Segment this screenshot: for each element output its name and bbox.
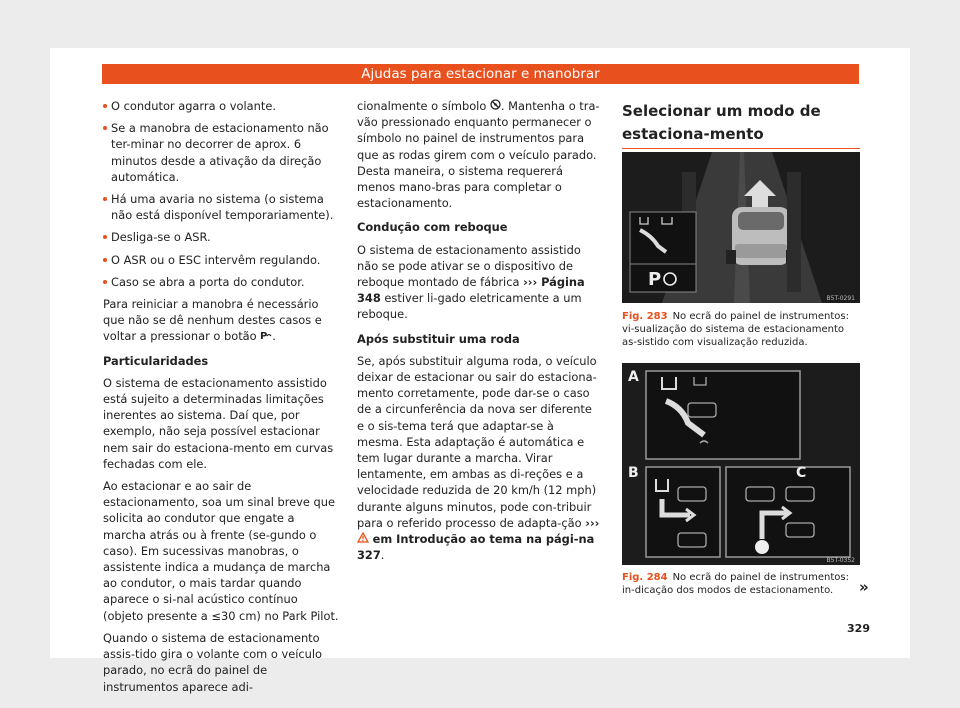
paragraph: Quando o sistema de estacionamento assis-tido gira o volante com o veículo parado, no ecrã do painel de instrumentos aparece adi- bbox=[103, 630, 323, 694]
left-column bbox=[103, 98, 341, 701]
section-title: Selecionar um modo de estaciona-mento bbox=[622, 102, 821, 143]
figure-284-caption: Fig. 284 No ecrã do painel de instrumentos: in-dicação dos modos de estacionamento. bbox=[622, 572, 849, 596]
page-reference-link[interactable]: em Introdução ao tema na pági-na 327 bbox=[357, 532, 595, 563]
bullet-item: O ASR ou o ESC intervêm regulando. bbox=[103, 252, 341, 268]
svg-text:P: P bbox=[260, 331, 268, 341]
figure-code: B5T-0352 bbox=[826, 557, 855, 564]
continue-marker: » bbox=[859, 578, 869, 596]
figure-283-caption: Fig. 283 No ecrã do painel de instrumentos: vi-sualização do sistema de estacionamento as-sistido com visualização reduzida. bbox=[622, 311, 849, 348]
svg-text:C: C bbox=[796, 465, 807, 481]
warning-triangle-icon bbox=[357, 532, 369, 546]
bullet-item: O condutor agarra o volante. bbox=[103, 98, 341, 114]
bullet-item: Desliga-se o ASR. bbox=[103, 229, 341, 245]
steering-wheel-stop-icon bbox=[490, 99, 501, 113]
parking-modes-illustration bbox=[622, 363, 860, 565]
manual-page bbox=[50, 48, 910, 694]
paragraph: O sistema de estacionamento assistido não se pode ativar se o dispositivo de reboque montado de fábrica ››› Página 348 estiver li-gado eletricamente a um reboque. bbox=[357, 242, 585, 322]
svg-text:A: A bbox=[628, 369, 639, 385]
subheading-roda: Após substituir uma roda bbox=[357, 331, 520, 346]
figure-code: B5T-0291 bbox=[826, 295, 855, 302]
bullet-item: Se a manobra de estacionamento não ter-minar no decorrer de aprox. 6 minutos desde a ativação da direção automática. bbox=[103, 120, 341, 185]
svg-text:B: B bbox=[628, 465, 639, 481]
subheading-reboque: Condução com reboque bbox=[357, 220, 508, 235]
bullet-item: Há uma avaria no sistema (o sistema não está disponível temporariamente). bbox=[103, 191, 341, 223]
park-assist-icon bbox=[260, 329, 272, 343]
bullet-item: Caso se abra a porta do condutor. bbox=[103, 274, 341, 290]
instrument-display-illustration bbox=[622, 152, 860, 303]
figure-284 bbox=[622, 363, 860, 565]
paragraph: Se, após substituir alguma roda, o veículo deixar de estacionar ou sair do estaciona-mento corretamente, pode dar-se o caso de a circunferência da nova ser diferente e o sis-tema terá que adaptar-se à mesma. Esta adaptação é automática e tem lugar durante a marcha. Virar lentamente, em ambas as di-reções e a velocidade reduzida de 20 km/h (12 mph) durante alguns minutos, pode con-tribuir para o referido processo de adapta-ção ››› em Introdução ao tema na pági-na 327. bbox=[357, 353, 600, 563]
figure-283 bbox=[622, 152, 860, 303]
subheading-particularidades: Particularidades bbox=[103, 353, 209, 368]
paragraph: cionalmente o símbolo . Mantenha o tra-vão pressionado enquanto permanecer o símbolo no painel de instrumentos para que as rodas girem com o veículo parado. Desta maneira, o sistema requererá menos mano-bras para completar o estacionamento. bbox=[357, 99, 600, 211]
section-divider bbox=[622, 148, 860, 149]
middle-column bbox=[357, 98, 601, 569]
svg-text:P: P bbox=[648, 269, 662, 290]
page-reference-link[interactable]: ››› Página 348 bbox=[357, 275, 585, 306]
page-number: 329 bbox=[847, 622, 870, 635]
paragraph: O sistema de estacionamento assistido está sujeito a determinadas limitações inerentes ao sistema. Daí que, por exemplo, não seja possível estacionar nem sair do estaciona-mento em curvas fechadas com ele. bbox=[103, 375, 334, 471]
paragraph: Ao estacionar e ao sair de estacionamento, soa um sinal breve que solicita ao condutor que engate a marcha atrás ou à frente (se-gundo o caso). Em sucessivas manobras, o assistente indica a mudança de marcha ao condutor, o mais tardar quando aparece o si-nal acústico contínuo (objeto presente a ≤30 cm) no Park Pilot. bbox=[103, 479, 339, 623]
restart-paragraph: Para reiniciar a manobra é necessário que não se dê nenhum destes casos e voltar a pressionar o botão P . bbox=[103, 297, 322, 344]
page-header: Ajudas para estacionar e manobrar bbox=[102, 64, 859, 84]
